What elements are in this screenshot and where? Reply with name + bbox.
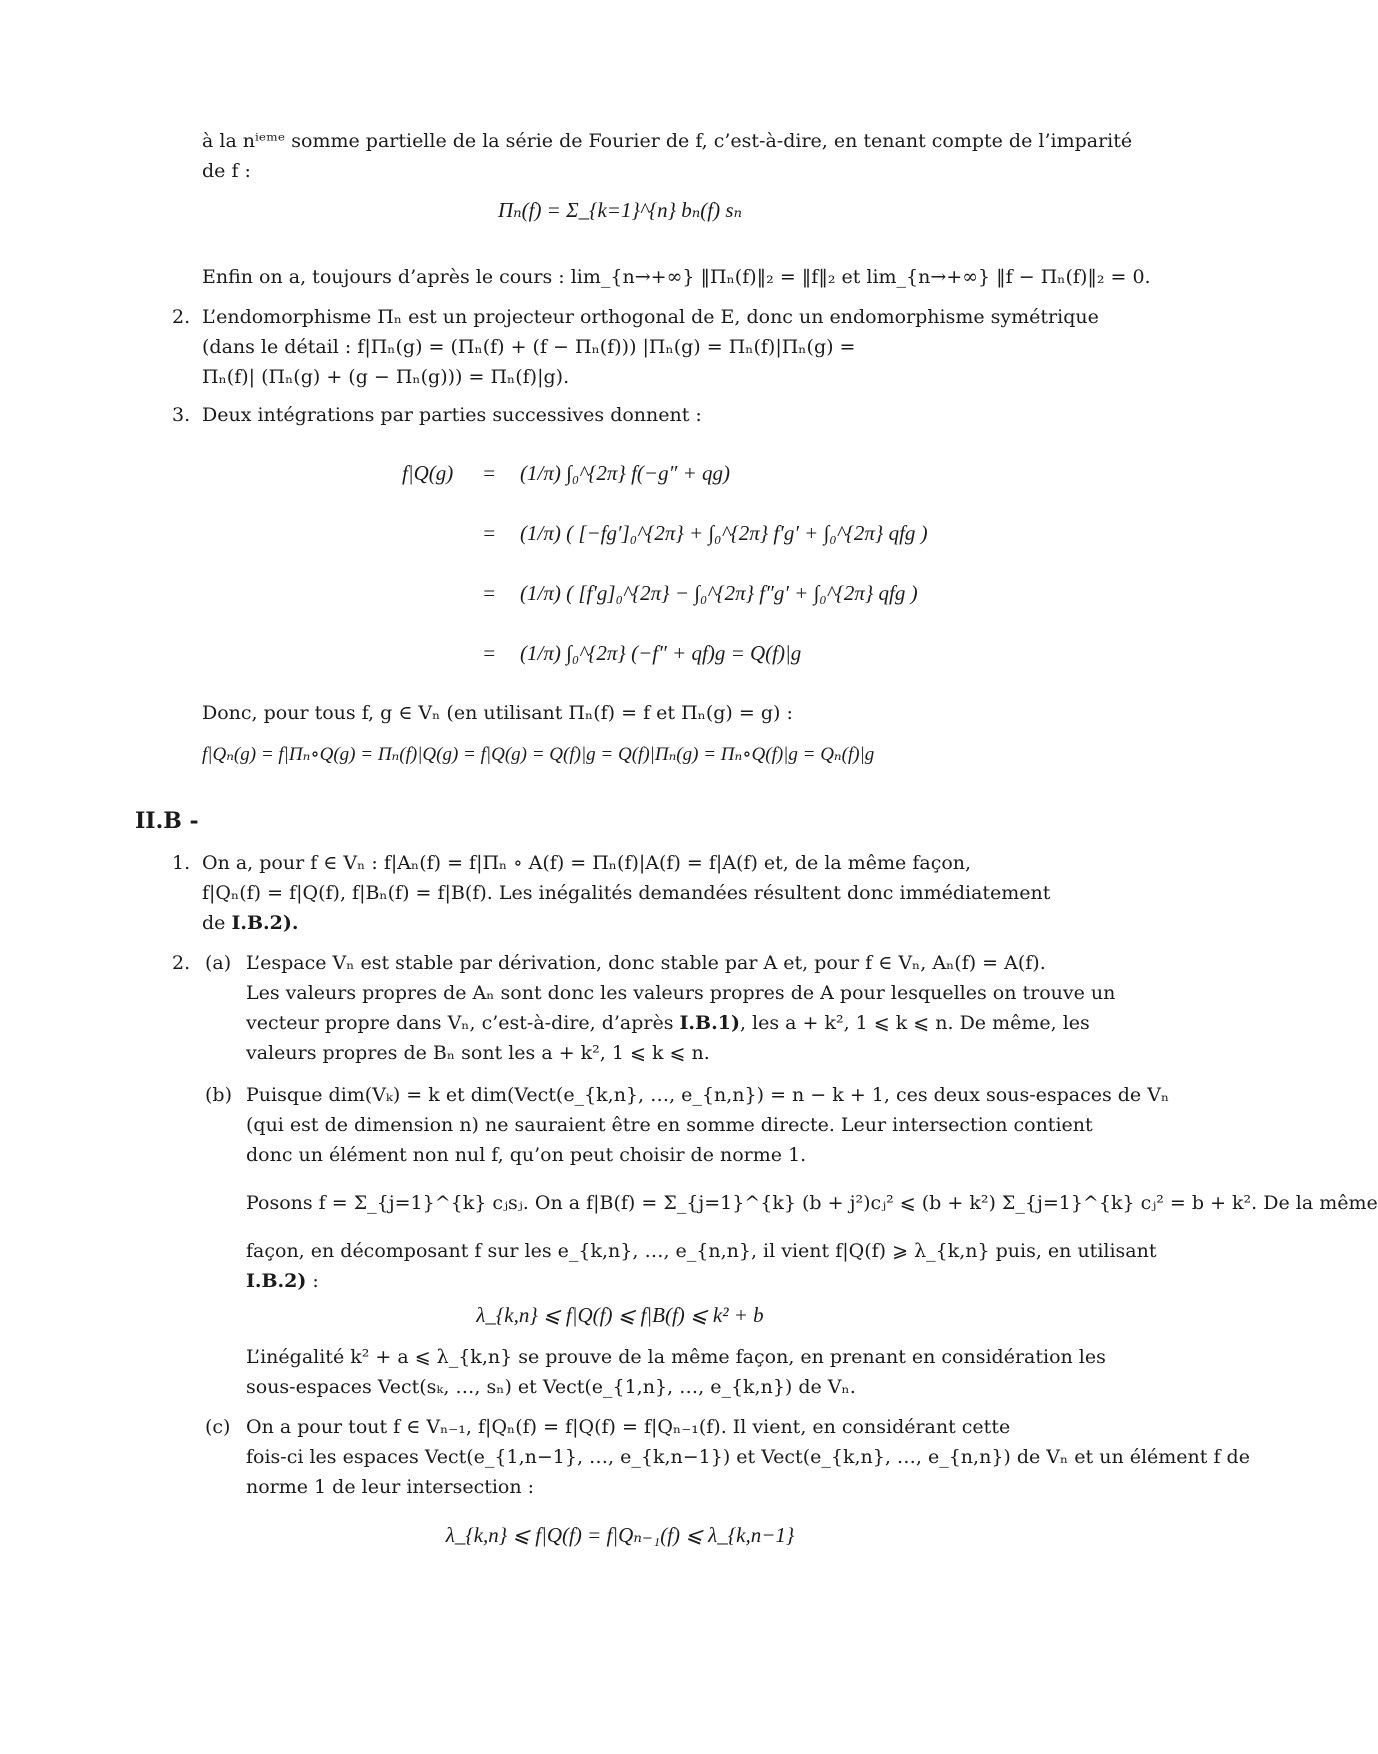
a-line-1: L’espace Vₙ est stable par dérivation, donc stable par A et, pour f ∈ Vₙ, Aₙ(f) = A(f).	[246, 952, 1046, 974]
item2-line-3: Πₙ(f)| (Πₙ(g) + (g − Πₙ(g))) = Πₙ(f)|g).	[202, 366, 570, 388]
integration-row-2: (1/π) ( [−fg′]₀^{2π} + ∫₀^{2π} f′g′ + ∫₀^{2π} qfg )	[520, 521, 928, 545]
item-number-b1: 1.	[172, 852, 191, 874]
item-number-3: 3.	[172, 404, 191, 426]
b-line-5: façon, en décomposant f sur les e_{k,n}, …, e_{n,n}, il vient f|Q(f) ⩾ λ_{k,n} puis, en utilisant	[246, 1240, 1157, 1262]
b-line-7: L’inégalité k² + a ⩽ λ_{k,n} se prouve de la même façon, en prenant en considération les	[246, 1346, 1106, 1368]
integration-row-3: (1/π) ( [f′g]₀^{2π} − ∫₀^{2π} f″g′ + ∫₀^{2π} qfg )	[520, 581, 918, 605]
integration-row-4: (1/π) ∫₀^{2π} (−f″ + qf)g = Q(f)|g	[520, 641, 802, 665]
equals-sign: =	[482, 641, 497, 665]
equals-sign: =	[482, 521, 497, 545]
b-line-2: (qui est de dimension n) ne sauraient être en somme directe. Leur intersection contient	[246, 1114, 1093, 1136]
equation-lambda-bounds: λ_{k,n} ⩽ f|Q(f) ⩽ f|B(f) ⩽ k² + b	[476, 1303, 764, 1327]
b1-line-2: f|Qₙ(f) = f|Q(f), f|Bₙ(f) = f|B(f). Les inégalités demandées résultent donc immédiatement	[202, 882, 1051, 904]
intro-line-1: à la nⁱᵉᵐᵉ somme partielle de la série de Fourier de f, c’est-à-dire, en tenant compte de l’imparité	[202, 130, 1133, 152]
equals-sign: =	[482, 461, 497, 485]
equation-symmetric: f|Qₙ(g) = f|Πₙ∘Q(g) = Πₙ(f)|Q(g) = f|Q(g) = Q(f)|g = Q(f)|Πₙ(g) = Πₙ∘Q(f)|g = Qₙ(f)|g	[202, 744, 875, 765]
equation-lambda-monotone: λ_{k,n} ⩽ f|Q(f) = f|Qₙ₋₁(f) ⩽ λ_{k,n−1}	[445, 1523, 795, 1547]
item3-line-2: Donc, pour tous f, g ∈ Vₙ (en utilisant Πₙ(f) = f et Πₙ(g) = g) :	[202, 702, 793, 724]
c-line-3: norme 1 de leur intersection :	[246, 1476, 535, 1498]
b-line-3: donc un élément non nul f, qu’on peut choisir de norme 1.	[246, 1144, 807, 1166]
b-line-8: sous-espaces Vect(sₖ, …, sₙ) et Vect(e_{1,n}, …, e_{k,n}) de Vₙ.	[246, 1376, 856, 1398]
b-line-1: Puisque dim(Vₖ) = k et dim(Vect(e_{k,n}, …, e_{n,n}) = n − k + 1, ces deux sous-espaces de Vₙ	[246, 1084, 1170, 1106]
section-title: II.B -	[135, 808, 199, 834]
item-number-b2: 2.	[172, 952, 191, 974]
b1-line-3	[202, 908, 298, 938]
subitem-label-b: (b)	[205, 1084, 232, 1106]
a-line-3-tail: , les a + k², 1 ⩽ k ⩽ n. De même, les	[739, 1012, 1090, 1034]
equation-partial-sum: Πₙ(f) = Σ_{k=1}^{n} bₙ(f) sₙ	[497, 198, 743, 222]
integration-lhs: f|Q(g)	[402, 461, 454, 485]
b-line-4: Posons f = Σ_{j=1}^{k} cⱼsⱼ. On a f|B(f) = Σ_{j=1}^{k} (b + j²)cⱼ² ⩽ (b + k²) Σ_{j=1}^{k} cⱼ² = b + k². De la même	[246, 1192, 1378, 1214]
b1-line-3-text: de	[202, 912, 232, 934]
subitem-label-c: (c)	[205, 1416, 231, 1438]
a-line-3	[246, 1008, 1090, 1038]
item2-line-2: (dans le détail : f|Πₙ(g) = (Πₙ(f) + (f − Πₙ(f))) |Πₙ(g) = Πₙ(f)|Πₙ(g) =	[202, 336, 856, 358]
a-line-2: Les valeurs propres de Aₙ sont donc les valeurs propres de A pour lesquelles on trouve un	[246, 982, 1116, 1004]
c-line-1: On a pour tout f ∈ Vₙ₋₁, f|Qₙ(f) = f|Q(f) = f|Qₙ₋₁(f). Il vient, en considérant cette	[246, 1416, 1011, 1438]
intro-line-2: de f :	[202, 160, 251, 182]
c-line-2: fois-ci les espaces Vect(e_{1,n−1}, …, e_{k,n−1}) et Vect(e_{k,n}, …, e_{n,n}) de Vₙ et un élément f de	[246, 1446, 1250, 1468]
item2-line-1: L’endomorphisme Πₙ est un projecteur orthogonal de E, donc un endomorphisme symétrique	[202, 306, 1099, 328]
item3-line-1: Deux intégrations par parties successives donnent :	[202, 404, 702, 426]
b-line-6-tail: :	[306, 1270, 319, 1292]
a-line-4: valeurs propres de Bₙ sont les a + k², 1 ⩽ k ⩽ n.	[246, 1042, 710, 1064]
integration-row-1: (1/π) ∫₀^{2π} f(−g″ + qg)	[520, 461, 730, 485]
b1-line-1: On a, pour f ∈ Vₙ : f|Aₙ(f) = f|Πₙ ∘ A(f) = Πₙ(f)|A(f) = f|A(f) et, de la même façon,	[202, 852, 972, 874]
reference-ib2: I.B.2)	[246, 1270, 307, 1292]
item-number-2: 2.	[172, 306, 191, 328]
reference-ib2: I.B.2).	[231, 912, 299, 934]
reference-ib1: I.B.1)	[679, 1012, 740, 1034]
intro-line-3: Enfin on a, toujours d’après le cours : lim_{n→+∞} ‖Πₙ(f)‖₂ = ‖f‖₂ et lim_{n→+∞} ‖f − Πₙ(f)‖₂ = 0.	[202, 266, 1151, 288]
subitem-label-a: (a)	[205, 952, 232, 974]
a-line-3-text: vecteur propre dans Vₙ, c’est-à-dire, d’après	[246, 1012, 680, 1034]
b-line-6	[246, 1266, 319, 1296]
equals-sign: =	[482, 581, 497, 605]
